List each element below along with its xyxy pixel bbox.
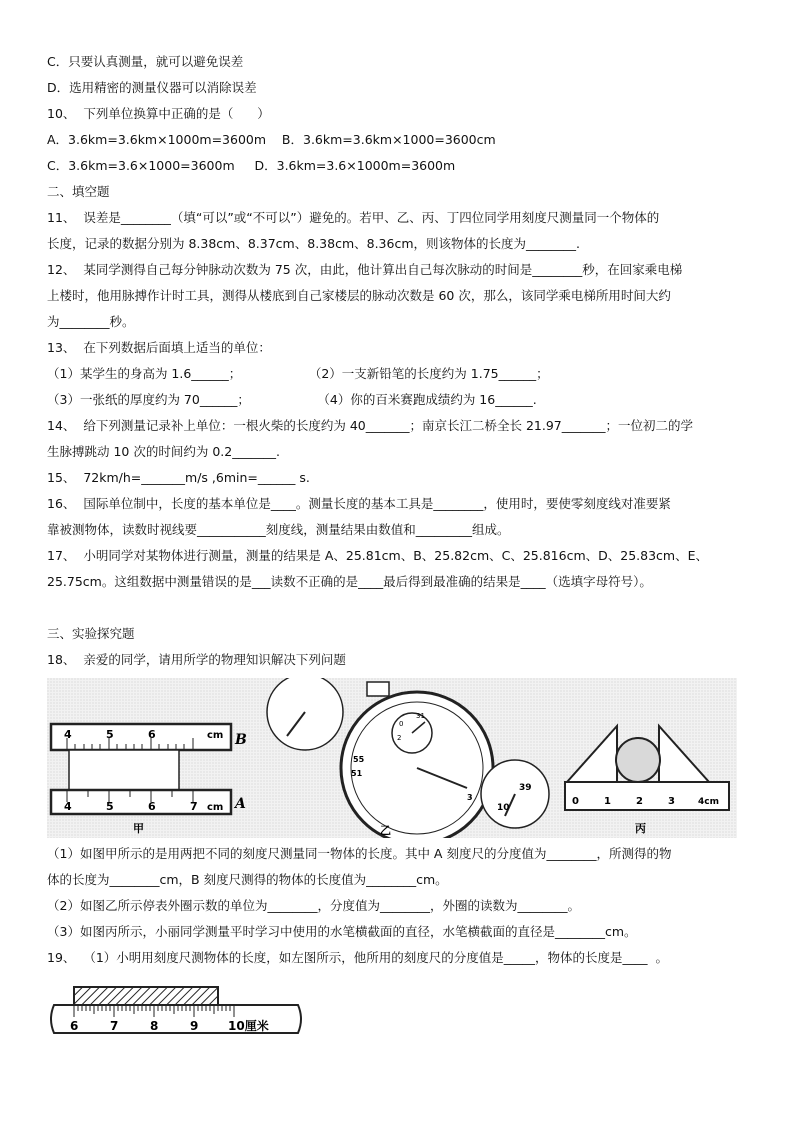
ruler-b-tick-label: 6 (148, 728, 156, 741)
watch-inner-2: 2 (397, 734, 402, 742)
question-15: 15、 72km/h=_______m/s ,6min=______ s. (47, 470, 310, 485)
ruler-19-tick: 6 (70, 1019, 79, 1033)
q10-options-cd: C．3.6km=3.6×1000=3600m D．3.6km=3.6×1000m=3600m (47, 158, 456, 173)
figure-19 (50, 985, 310, 1041)
watch-outer-3: 3 (467, 793, 473, 802)
question-10: 10、 下列单位换算中正确的是（ ） (47, 106, 270, 121)
q10-options-ab: A．3.6km=3.6km×1000m=3600m B．3.6km=3.6km×1000=3600cm (47, 132, 496, 147)
question-13: 13、 在下列数据后面填上适当的单位： (47, 340, 271, 355)
figure-18 (47, 678, 737, 838)
ruler-a-tick-label: 4 (64, 800, 72, 813)
measured-block (74, 987, 218, 1005)
ruler-b-tick-label: 4 (64, 728, 72, 741)
question-17-cont: 25.75cm。这组数据中测量错误的是___读数不正确的是____最后得到最准确的结果是____（选填字母符号）。 (47, 574, 652, 589)
question-17: 17、 小明同学对某物体进行测量，测量的结果是 A、25.81cm、B、25.82cm、C、25.816cm、D、25.83cm、E、 (47, 548, 708, 563)
q18-part-2: （2）如图乙所示停表外圈示数的单位为________，分度值为________，外圈的读数为________。 (47, 898, 580, 913)
q18-part-1-cont: 体的长度为________cm，B 刻度尺测得的物体的长度值为________cm。 (47, 872, 448, 887)
ruler-a-unit: cm (207, 802, 224, 813)
caption-bing: 丙 (635, 822, 646, 835)
ruler-a (51, 790, 231, 814)
question-14: 14、 给下列测量记录补上单位：一根火柴的长度约为 40_______；南京长江二桥全长 21.97_______；一位初二的学 (47, 418, 693, 433)
measured-object (69, 750, 179, 790)
zoom-10: 10 (497, 803, 510, 813)
ruler-a-label: A (235, 796, 246, 812)
option-c: C．只要认真测量，就可以避免误差 (47, 54, 244, 69)
ruler-a-tick-label: 5 (106, 800, 114, 813)
bing-tick: 3 (668, 796, 675, 807)
watch-outer-51: 51 (351, 769, 363, 778)
zoom-39: 39 (519, 783, 532, 793)
caption-yi: 乙 (380, 824, 391, 837)
watch-inner-0: 0 (399, 720, 404, 728)
ruler-19-tick: 7 (110, 1019, 119, 1033)
question-16: 16、 国际单位制中，长度的基本单位是____。测量长度的基本工具是________，使用时，要使零刻度线对准要紧 (47, 496, 671, 511)
ruler-b-unit: cm (207, 730, 224, 741)
q18-part-1: （1）如图甲所示的是用两把不同的刻度尺测量同一物体的长度。其中 A 刻度尺的分度值为________，所测得的物 (47, 846, 672, 861)
ruler-a-tick-label: 7 (190, 800, 198, 813)
question-12-cont: 上楼时，他用脉搏作计时工具，测得从楼底到自己家楼层的脉动次数是 60 次，那么，该同学乘电梯所用时间大约 (47, 288, 671, 303)
bing-tick: 0 (572, 796, 579, 807)
question-19: 19、 （1）小明用刻度尺测物体的长度，如左图所示，他所用的刻度尺的分度值是_____，物体的长度是____ 。 (47, 950, 669, 965)
question-11-cont: 长度，记录的数据分别为 8.38cm、8.37cm、8.38cm、8.36cm，则该物体的长度为________. (47, 236, 580, 251)
question-18: 18、 亲爱的同学，请用所学的物理知识解决下列问题 (47, 652, 346, 667)
watch-inner-31: 31 (416, 712, 425, 720)
ruler-19-tick: 9 (190, 1019, 199, 1033)
question-11: 11、 误差是________（填“可以”或“不可以”）避免的。若甲、乙、丙、丁四位同学用刻度尺测量同一个物体的 (47, 210, 660, 225)
question-14-cont: 生脉搏跳动 10 次的时间约为 0.2_______. (47, 444, 280, 459)
section-2-heading: 二、填空题 (47, 184, 110, 199)
q13-items-3-4: （3）一张纸的厚度约为 70______； （4）你的百米赛跑成绩约为 16______. (47, 392, 537, 407)
ruler-b-label: B (235, 732, 247, 748)
question-16-cont: 靠被测物体，读数时视线要___________刻度线，测量结果由数值和_________组成。 (47, 522, 510, 537)
zoom-circle-left (267, 678, 343, 750)
bing-tick: 4cm (698, 797, 719, 807)
watch-outer-55: 55 (353, 755, 365, 764)
bing-tick: 2 (636, 796, 643, 807)
question-12-end: 为________秒。 (47, 314, 135, 329)
question-12: 12、 某同学测得自己每分钟脉动次数为 75 次，由此，他计算出自己每次脉动的时间是________秒，在回家乘电梯 (47, 262, 683, 277)
ruler-b (51, 724, 231, 750)
bing-tick: 1 (604, 796, 611, 807)
q13-items-1-2: （1）某学生的身高为 1.6______； （2）一支新铅笔的长度约为 1.75______； (47, 366, 549, 381)
caption-jia: 甲 (133, 822, 144, 835)
ruler-19-tick: 10厘米 (228, 1019, 269, 1033)
ruler-a-tick-label: 6 (148, 800, 156, 813)
q18-part-3: （3）如图丙所示，小丽同学测量平时学习中使用的水笔横截面的直径，水笔横截面的直径是________cm。 (47, 924, 637, 939)
option-d: D．选用精密的测量仪器可以消除误差 (47, 80, 257, 95)
ruler-19-tick: 8 (150, 1019, 159, 1033)
section-3-heading: 三、实验探究题 (47, 626, 135, 641)
ruler-b-tick-label: 5 (106, 728, 114, 741)
